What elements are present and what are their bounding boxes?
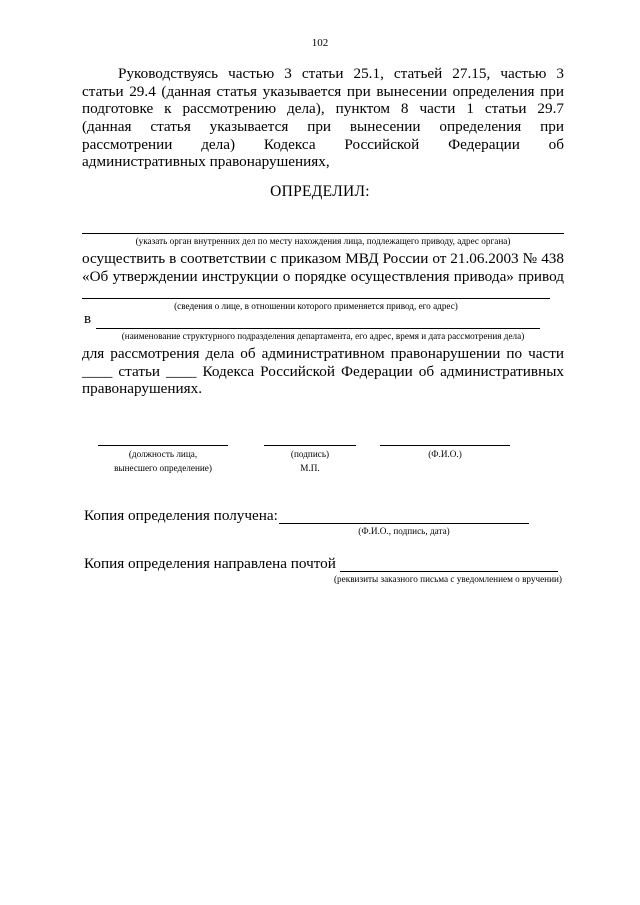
position-fill-line [98, 445, 228, 446]
intro-line-6: административных правонарушениях, [82, 153, 330, 170]
copy-sent-fill-line [340, 571, 558, 572]
copy-sent-label: Копия определения направлена почтой [84, 555, 336, 572]
person-caption: (сведения о лице, в отношении которого применяется привод, его адрес) [174, 301, 458, 311]
department-caption: (наименование структурного подразделения департамента, его адрес, время и дата рассмотрения дела) [121, 331, 525, 341]
stamp-label: М.П. [300, 463, 320, 473]
purpose-line-1: для рассмотрения дела об административном правонарушении по части [82, 345, 564, 362]
order-line-1: осуществить в соответствии с приказом МВД России от 21.06.2003 № 438 [82, 250, 564, 267]
organ-caption: (указать орган внутренних дел по месту нахождения лица, подлежащего приводу, адрес органа) [135, 236, 511, 246]
sign-caption [264, 447, 356, 475]
fio-fill-line [380, 445, 510, 446]
organ-fill-line [82, 233, 564, 234]
intro-line-4: (данная статья указывается при вынесении определения при [82, 118, 564, 135]
fio-caption: (Ф.И.О.) [428, 449, 462, 459]
intro-line-1: Руководствуясь частью 3 статьи 25.1, статьей 27.15, частью 3 [118, 65, 564, 82]
intro-line-2: статьи 29.4 (данная статья указывается при вынесении определения при [82, 83, 564, 100]
intro-line-5: рассмотрении дела) Кодекса Российской Федерации об [82, 136, 564, 153]
purpose-line-2: ____ статьи ____ Кодекса Российской Федерации об административных [82, 363, 564, 380]
copy-received-label: Копия определения получена: [84, 507, 278, 524]
position-caption-line1: (должность лица, [128, 449, 198, 459]
department-fill-line [96, 328, 540, 329]
order-line-2: «Об утверждении инструкции о порядке осуществления привода» привод [82, 268, 564, 285]
person-fill-line [82, 298, 550, 299]
position-caption [93, 447, 233, 475]
intro-line-3: подготовке к рассмотрению дела), пунктом 8 части 1 статьи 29.7 [82, 100, 564, 117]
page-number: 102 [311, 37, 329, 49]
position-caption-line2: вынесшего определение) [114, 463, 212, 473]
sign-fill-line [264, 445, 356, 446]
sign-label: (подпись) [290, 449, 330, 459]
copy-sent-caption: (реквизиты заказного письма с уведомлением о вручении) [334, 574, 562, 584]
decision-heading: ОПРЕДЕЛИЛ: [270, 183, 370, 200]
prefix-v: в [84, 311, 92, 327]
purpose-line-3: правонарушениях. [82, 380, 203, 397]
copy-received-fill-line [279, 523, 529, 524]
copy-received-caption: (Ф.И.О., подпись, дата) [358, 526, 450, 536]
